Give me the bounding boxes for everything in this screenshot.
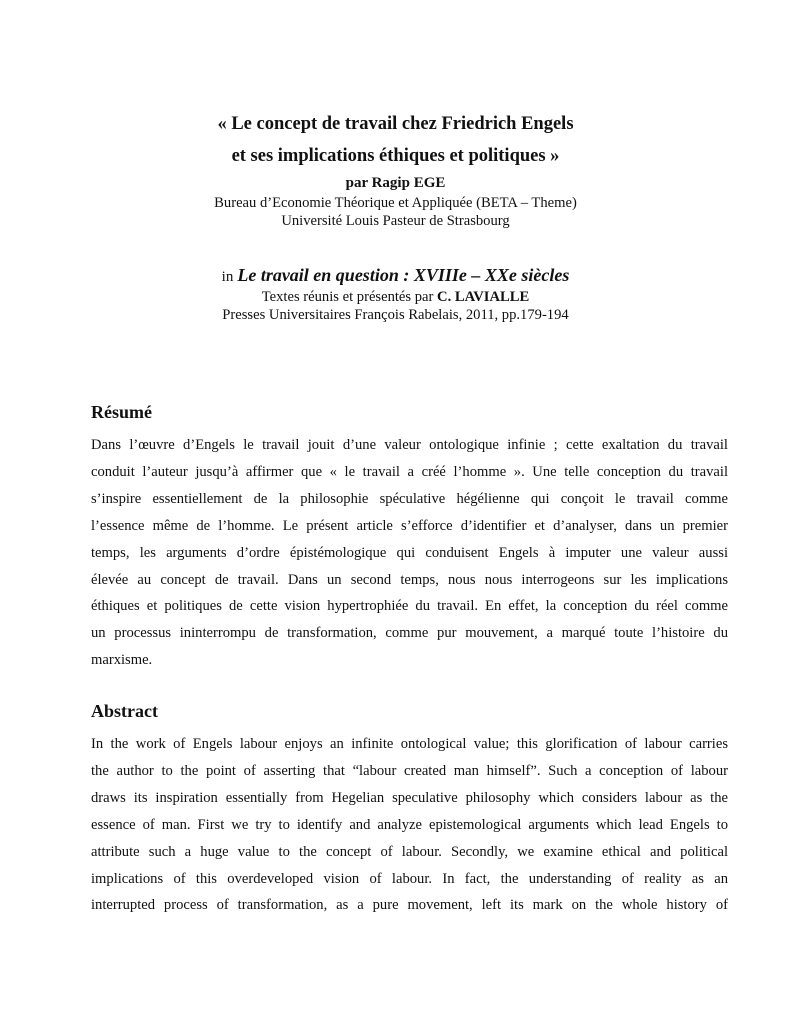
in-label: in (221, 269, 234, 285)
book-title: Le travail en question : XVIIIe – XXe siècles (237, 265, 570, 285)
resume-section (91, 399, 728, 674)
title-block (0, 108, 791, 230)
author-byline: par Ragip EGE (345, 175, 446, 191)
publication-title-line (0, 264, 791, 288)
resume-line: s’inspire essentiellement de la philosophie spéculative hégélienne qui conçoit le travail comme (91, 490, 728, 507)
abstract-line: implications of this overdeveloped vision of labour. In fact, the understanding of reality as an (91, 870, 728, 887)
publisher-line: Presses Universitaires François Rabelais, 2011, pp.179-194 (222, 307, 569, 323)
abstract-section (91, 698, 728, 919)
resume-line: l’essence même de l’homme. Le présent article s’efforce d’identifier et d’analyser, dans un premier (91, 517, 728, 534)
abstract-heading: Abstract (91, 701, 158, 721)
abstract-line: the author to the point of asserting that “labour created man himself”. Such a conception of labour (91, 762, 728, 779)
title-line-2: et ses implications éthiques et politiques » (231, 146, 560, 166)
abstract-line: draws its inspiration essentially from Hegelian speculative philosophy which considers labour as the (91, 789, 728, 806)
resume-line: un processus ininterrompu de transformation, comme pur mouvement, a marqué toute l’histoire du (91, 625, 728, 642)
affiliation-line-1: Bureau d’Economie Théorique et Appliquée (BETA – Theme) (214, 195, 577, 211)
resume-heading: Résumé (91, 402, 152, 422)
editor-line (0, 288, 791, 306)
editor-prefix: Textes réunis et présentés par (261, 289, 434, 305)
abstract-line: interrupted process of transformation, as a pure movement, left its mark on the whole history of (91, 897, 728, 914)
abstract-line: attribute such a huge value to the concept of labour. Secondly, we examine ethical and political (91, 843, 728, 860)
abstract-line: In the work of Engels labour enjoys an infinite ontological value; this glorification of labour carries (91, 736, 728, 752)
editor-name: C. LAVIALLE (437, 289, 530, 305)
affiliation-line-2: Université Louis Pasteur de Strasbourg (281, 213, 510, 229)
resume-line: conduit l’auteur jusqu’à affirmer que « le travail a créé l’homme ». Une telle conception du travail (91, 463, 728, 480)
publication-block (0, 264, 791, 324)
resume-line: marxisme. (91, 652, 153, 669)
resume-line: Dans l’œuvre d’Engels le travail jouit d’une valeur ontologique infinie ; cette exaltation du travail (91, 437, 728, 453)
abstract-line: essence of man. First we try to identify and analyze epistemological arguments which lead Engels to (91, 816, 728, 833)
title-line-1: « Le concept de travail chez Friedrich Engels (217, 114, 574, 134)
resume-line: élevée au concept de travail. Dans un second temps, nous nous interrogeons sur les implications (91, 571, 728, 588)
resume-line: temps, les arguments d’ordre épistémologique qui conduisent Engels à imputer une valeur aussi (91, 544, 728, 561)
resume-line: éthiques et politiques de cette vision hypertrophiée du travail. En effet, la conception du réel comme (91, 598, 728, 615)
